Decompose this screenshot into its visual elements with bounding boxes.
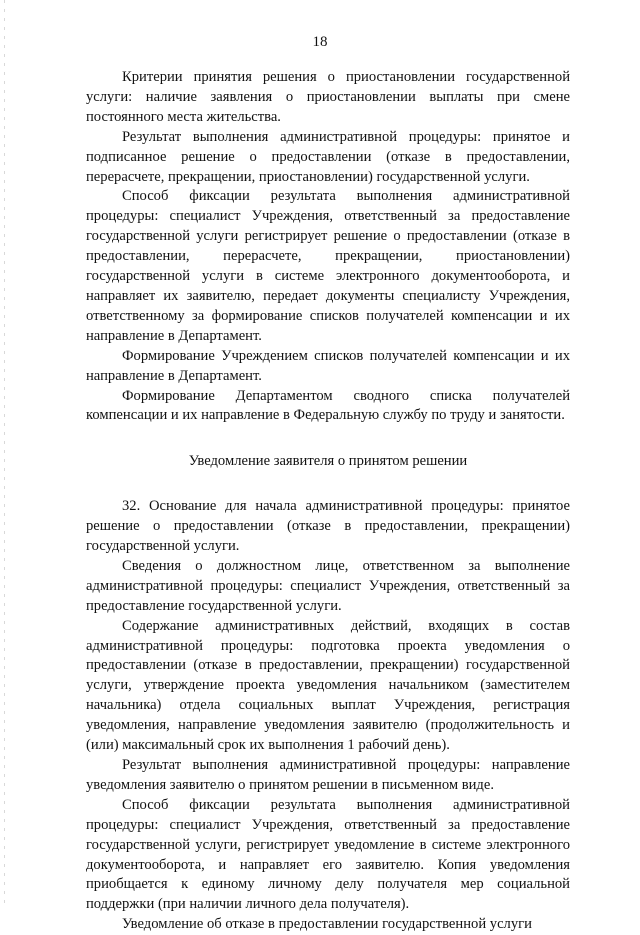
paragraph-department-list: Формирование Департаментом сводного списка получателей компенсации и их направление в Федеральную службу по труду и занятости.: [86, 387, 570, 424]
document-body: [86, 68, 570, 935]
section-heading: Уведомление заявителя о принятом решении: [188, 453, 468, 470]
paragraph-procedure-result: Результат выполнения административной процедуры: принятое и подписанное решение о предоставлении (отказе в предоставлении, перерасчете, прекращении, приостановлении) государственной услуги.: [86, 128, 570, 185]
binding-edge-marks: [4, 0, 5, 905]
paragraph-suspension-criteria: Критерии принятия решения о приостановлении государственной услуги: наличие заявления о приостановлении выплаты при смене постоянного места жительства.: [86, 69, 570, 125]
paragraph-notification-recording: Способ фиксации результата выполнения административной процедуры: специалист Учреждения, ответственный за предоставление государственной услуги, регистрирует уведомление в системе электронного документооборота, и направляет его заявителю. Копия уведомления приобщается к единому личному делу получателя мер социальной поддержки (при наличии личного дела получателя).: [86, 796, 570, 913]
paragraph-institution-lists: Формирование Учреждением списков получателей компенсации и их направление в Департамент.: [86, 347, 570, 384]
paragraph-32-basis: 32. Основание для начала административной процедуры: принятое решение о предоставлении (отказе в предоставлении, прекращении) государственной услуги.: [86, 498, 570, 555]
paragraph-refusal-notification: Уведомление об отказе в предоставлении государственной услуги: [122, 916, 532, 933]
paragraph-result-recording: Способ фиксации результата выполнения административной процедуры: специалист Учреждения, ответственный за предоставление государственной услуги регистрирует решение о предоставлении (отказе в предоставлении, перерасчете, прекращении, приостановлении) государственной услуги в системе электронного документооборота, и направляет их заявителю, передает документы специалисту Учреждения, ответственному за формирование списков получателей компенсации и их направление в Департамент.: [86, 188, 570, 344]
page-number: 18: [312, 34, 328, 50]
paragraph-notification-result: Результат выполнения административной процедуры: направление уведомления заявителю о принятом решении в письменном виде.: [86, 757, 570, 793]
paragraph-administrative-actions: Содержание административных действий, входящих в состав административной процедуры: подготовка проекта уведомления о предоставлении (отказе в предоставлении, прекращении) государственной услуги, утверждение проекта уведомления начальником (заместителем начальника) отдела социальных выплат Учреждения, регистрация уведомления, направление уведомления заявителю (продолжительность и (или) максимальный срок их выполнения 1 рабочий день).: [86, 617, 570, 754]
paragraph-responsible-official: Сведения о должностном лице, ответственном за выполнение административной процедуры: специалист Учреждения, ответственный за предоставление государственной услуги.: [86, 557, 570, 614]
